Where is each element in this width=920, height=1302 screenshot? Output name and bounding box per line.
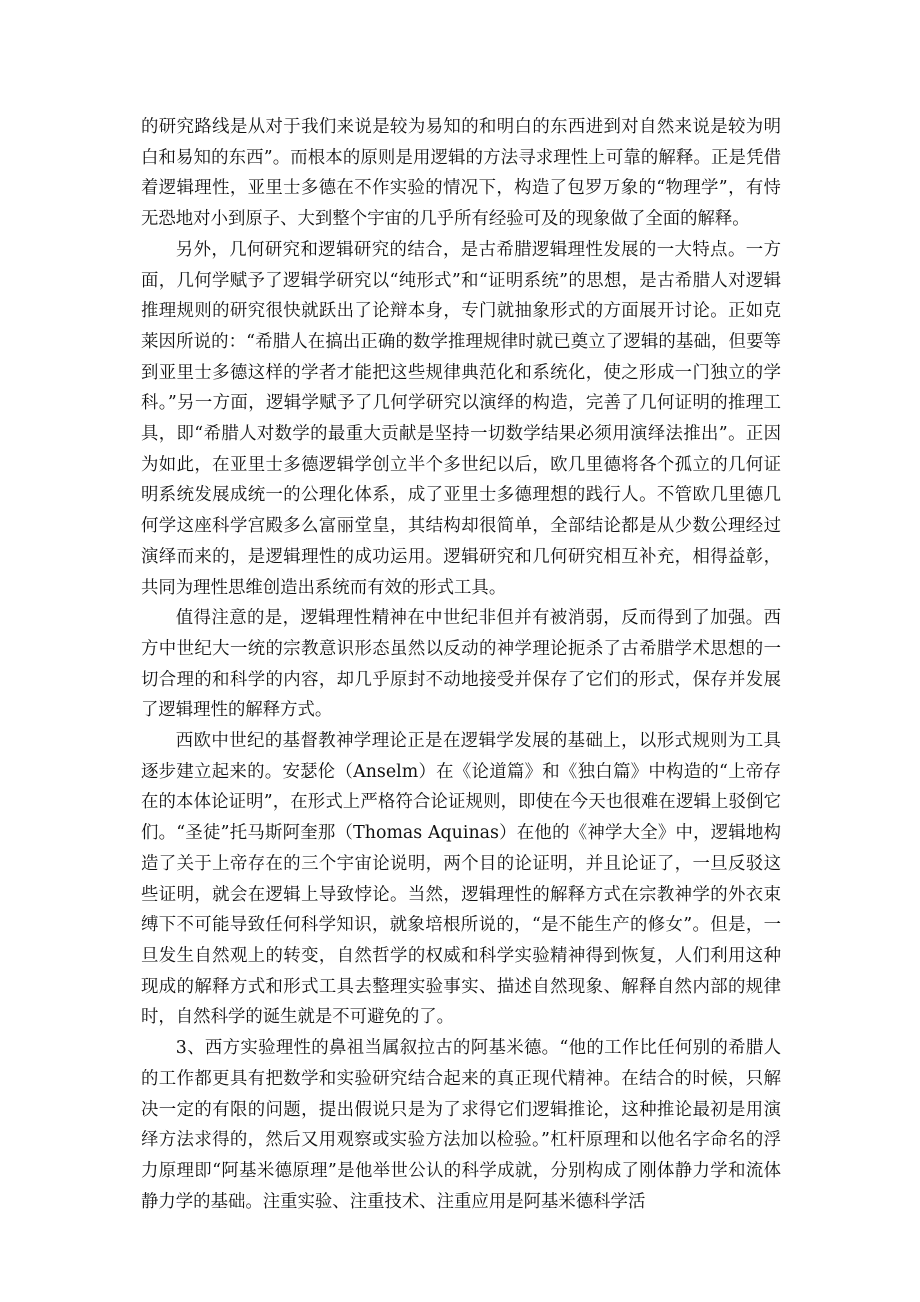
paragraph-5: 3、西方实验理性的鼻祖当属叙拉古的阿基米德。“他的工作比任何别的希腊人的工作都更具有把数学和实验研究结合起来的真正现代精神。在结合的时候，只解决一定的有限的问题，提出假说只是为了求得它们逻辑推论，这种推论最初是用演绎方法求得的，然后又用观察或实验方法加以检验。”杠杆原理和以他名字命名的浮力原理即“阿基米德原理”是他举世公认的科学成就，分别构成了刚体静力学和流体静力学的基础。注重实验、注重技术、注重应用是阿基米德科学活	[141, 1038, 781, 1212]
document-page	[141, 112, 781, 1217]
paragraph-4: 西欧中世纪的基督教神学理论正是在逻辑学发展的基础上，以形式规则为工具逐步建立起来的。安瑟伦（Anselm）在《论道篇》和《独白篇》中构造的“上帝存在的本体论证明”，在形式上严格符合论证规则，即使在今天也很难在逻辑上驳倒它们。“圣徒”托马斯阿奎那（Thomas Aquinas）在他的《神学大全》中，逻辑地构造了关于上帝存在的三个宇宙论说明，两个目的论证明，并且论证了，一旦反驳这些证明，就会在逻辑上导致悖论。当然，逻辑理性的解释方式在宗教神学的外衣束缚下不可能导致任何科学知识，就象培根所说的，“是不能生产的修女”。但是，一旦发生自然观上的转变，自然哲学的权威和科学实验精神得到恢复，人们利用这种现成的解释方式和形式工具去整理实验事实、描述自然现象、解释自然内部的规律时，自然科学的诞生就是不可避免的了。	[141, 731, 781, 1028]
paragraph-1: 的研究路线是从对于我们来说是较为易知的和明白的东西进到对自然来说是较为明白和易知的东西”。而根本的原则是用逻辑的方法寻求理性上可靠的解释。正是凭借着逻辑理性，亚里士多德在不作实验的情况下，构造了包罗万象的“物理学”，有恃无恐地对小到原子、大到整个宇宙的几乎所有经验可及的现象做了全面的解释。	[141, 117, 781, 230]
paragraph-2: 另外，几何研究和逻辑研究的结合，是古希腊逻辑理性发展的一大特点。一方面，几何学赋予了逻辑学研究以“纯形式”和“证明系统”的思想，是古希腊人对逻辑推理规则的研究很快就跃出了论辩本身，专门就抽象形式的方面展开讨论。正如克莱因所说的：“希腊人在搞出正确的数学推理规律时就已奠立了逻辑的基础，但要等到亚里士多德这样的学者才能把这些规律典范化和系统化，使之形成一门独立的学科。”另一方面，逻辑学赋予了几何学研究以演绎的构造，完善了几何证明的推理工具，即“希腊人对数学的最重大贡献是坚持一切数学结果必须用演绎法推出”。正因为如此，在亚里士多德逻辑学创立半个多世纪以后，欧几里德将各个孤立的几何证明系统发展成统一的公理化体系，成了亚里士多德理想的践行人。不管欧几里德几何学这座科学宫殿多么富丽堂皇，其结构却很简单，全部结论都是从少数公理经过演绎而来的，是逻辑理性的成功运用。逻辑研究和几何研究相互补充，相得益彰，共同为理性思维创造出系统而有效的形式工具。	[141, 239, 781, 598]
paragraph-3: 值得注意的是，逻辑理性精神在中世纪非但并有被消弱，反而得到了加强。西方中世纪大一统的宗教意识形态虽然以反动的神学理论扼杀了古希腊学术思想的一切合理的和科学的内容，却几乎原封不动地接受并保存了它们的形式，保存并发展了逻辑理性的解释方式。	[141, 608, 781, 721]
